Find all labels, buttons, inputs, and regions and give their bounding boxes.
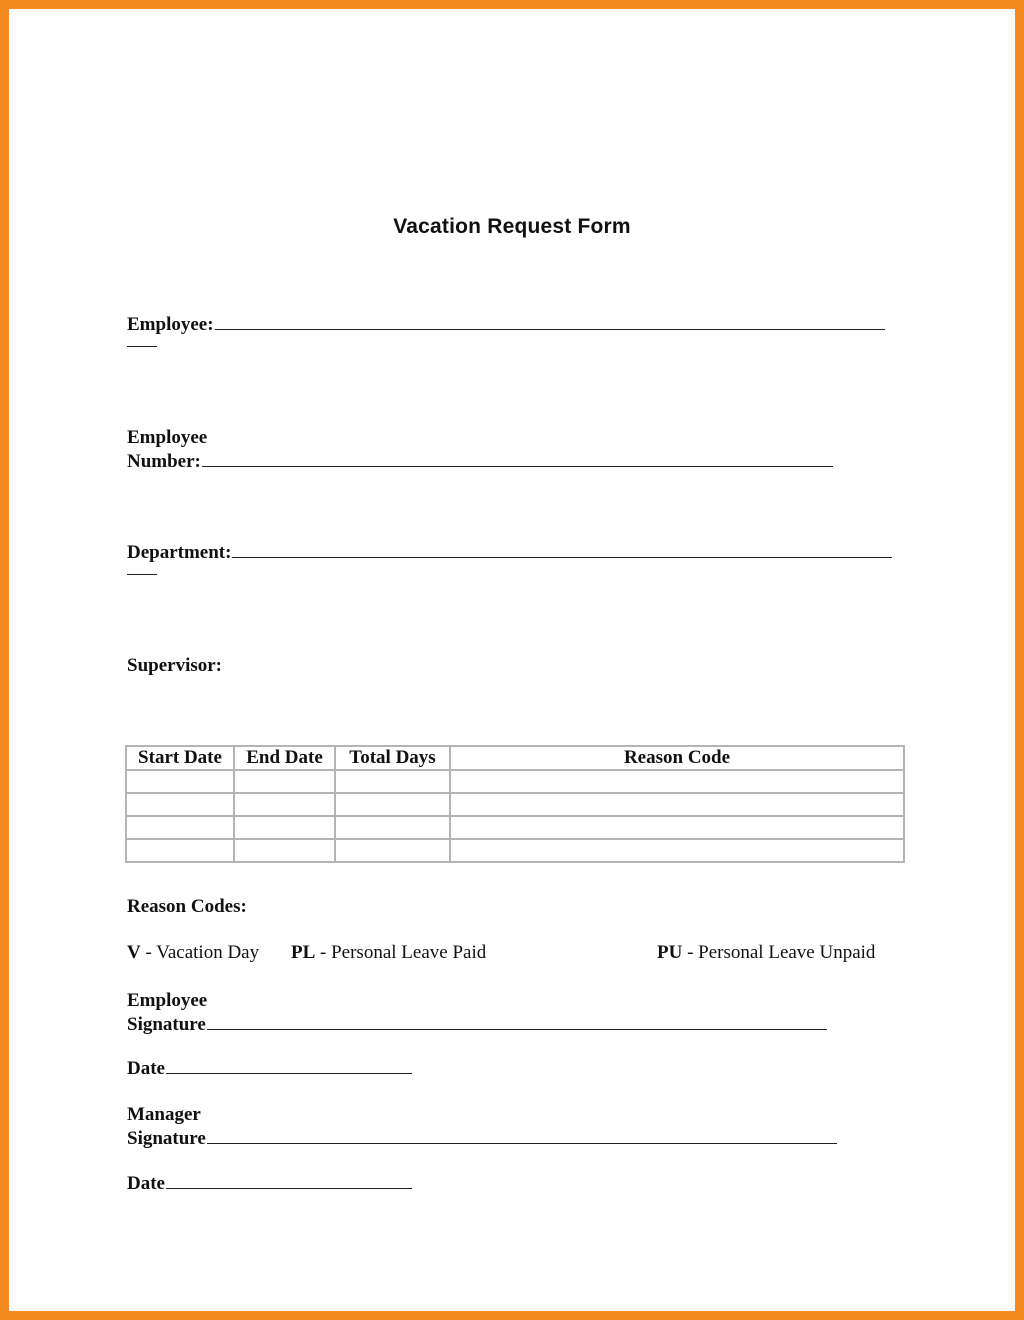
- employee-date-field[interactable]: [127, 1056, 412, 1080]
- department-label: Department:: [127, 542, 232, 563]
- employee-line-continuation: [127, 336, 157, 347]
- end-date-cell[interactable]: [234, 770, 335, 793]
- start-date-cell[interactable]: [126, 839, 234, 862]
- employee-number-label-line1: Employee: [127, 427, 208, 448]
- employee-label: Employee:: [127, 314, 214, 335]
- reason-code-cell[interactable]: [450, 770, 904, 793]
- manager-date-line[interactable]: [166, 1171, 412, 1189]
- manager-signature-line[interactable]: [207, 1126, 837, 1144]
- manager-signature-field[interactable]: [127, 1103, 837, 1150]
- employee-line[interactable]: [215, 312, 885, 330]
- start-date-cell[interactable]: [126, 770, 234, 793]
- employee-number-line[interactable]: [202, 449, 833, 467]
- reason-code-desc: - Personal Leave Unpaid: [682, 942, 876, 963]
- start-date-cell[interactable]: [126, 793, 234, 816]
- manager-date-field[interactable]: [127, 1171, 412, 1195]
- reason-code-cell[interactable]: [450, 793, 904, 816]
- total-days-cell[interactable]: [335, 839, 450, 862]
- table-row: [126, 839, 904, 862]
- reason-code-vacation: [127, 942, 259, 964]
- total-days-cell[interactable]: [335, 770, 450, 793]
- vacation-dates-table: [125, 745, 905, 863]
- reason-code-cell[interactable]: [450, 816, 904, 839]
- employee-number-field[interactable]: [127, 426, 833, 473]
- manager-signature-label-line1: Manager: [127, 1104, 201, 1125]
- start-date-cell[interactable]: [126, 816, 234, 839]
- employee-field[interactable]: [127, 312, 885, 347]
- department-line-continuation: [127, 564, 157, 575]
- supervisor-field[interactable]: [127, 654, 222, 677]
- form-title: Vacation Request Form: [393, 215, 631, 238]
- manager-date-label: Date: [127, 1173, 165, 1194]
- reason-code-personal-unpaid: [657, 942, 875, 964]
- employee-date-line[interactable]: [166, 1056, 412, 1074]
- table-row: [126, 770, 904, 793]
- header-reason-code: Reason Code: [450, 746, 904, 770]
- total-days-cell[interactable]: [335, 793, 450, 816]
- reason-code-cell[interactable]: [450, 839, 904, 862]
- end-date-cell[interactable]: [234, 839, 335, 862]
- table-row: [126, 793, 904, 816]
- employee-number-label-line2: Number:: [127, 451, 201, 472]
- manager-signature-label-line2: Signature: [127, 1128, 206, 1149]
- reason-code-key: PU: [657, 942, 683, 963]
- reason-code-key: V: [127, 942, 141, 963]
- department-field[interactable]: [127, 540, 892, 575]
- end-date-cell[interactable]: [234, 793, 335, 816]
- department-line[interactable]: [232, 540, 892, 558]
- table-header-row: [126, 746, 904, 770]
- reason-code-personal-paid: [291, 942, 486, 964]
- employee-signature-label-line2: Signature: [127, 1014, 206, 1035]
- supervisor-label: Supervisor:: [127, 655, 222, 676]
- reason-codes-heading: Reason Codes:: [127, 896, 247, 917]
- table-row: [126, 816, 904, 839]
- header-end-date: End Date: [234, 746, 335, 770]
- form-page: [9, 9, 1015, 1311]
- employee-signature-label-line1: Employee: [127, 990, 208, 1011]
- header-start-date: Start Date: [126, 746, 234, 770]
- end-date-cell[interactable]: [234, 816, 335, 839]
- header-total-days: Total Days: [335, 746, 450, 770]
- reason-code-key: PL: [291, 942, 316, 963]
- reason-code-desc: - Personal Leave Paid: [315, 942, 487, 963]
- employee-signature-line[interactable]: [207, 1012, 827, 1030]
- employee-date-label: Date: [127, 1058, 165, 1079]
- reason-code-desc: - Vacation Day: [140, 942, 260, 963]
- employee-signature-field[interactable]: [127, 989, 827, 1036]
- total-days-cell[interactable]: [335, 816, 450, 839]
